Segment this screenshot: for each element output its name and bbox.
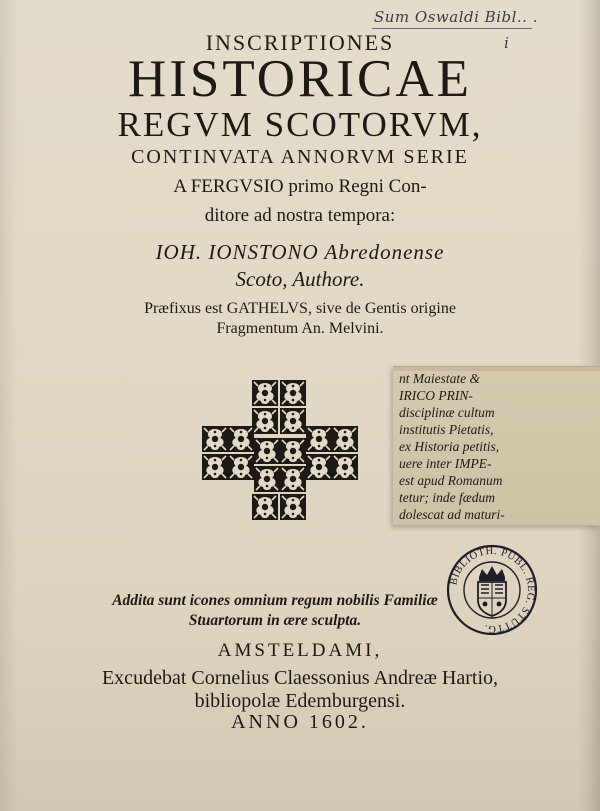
- printers-ornament: [200, 378, 360, 530]
- slip-line: tetur; inde fædum: [399, 490, 495, 505]
- prefix-fragmentum: Fragmentum An. Melvini.: [216, 320, 384, 337]
- slip-line: ex Historia petitis,: [399, 439, 500, 454]
- imprint-printer: Excudebat Cornelius Claessonius Andreæ Hartio,: [101, 667, 499, 689]
- title-regum-scotorum: REGVM SCOTORVM,: [117, 105, 483, 144]
- author-name: IOH. IONSTONO Abredonense: [155, 240, 445, 264]
- imprint-bookseller: bibliopolæ Edemburgensi.: [194, 690, 406, 712]
- slip-line: uere inter IMPE-: [399, 456, 492, 471]
- slip-line: IRICO PRIN-: [399, 388, 473, 403]
- slip-line: est apud Romanum: [399, 473, 503, 488]
- slip-line: institutis Pietatis,: [399, 422, 494, 437]
- slip-line: dolescat ad maturi-: [399, 507, 505, 522]
- title-inscriptiones: INSCRIPTIONES: [205, 30, 395, 55]
- addita-line: Addita sunt icones omnium regum nobilis Familiæ: [112, 592, 438, 609]
- title-conditore: ditore ad nostra tempora:: [204, 205, 396, 226]
- ornament-middle-block: [202, 426, 358, 492]
- author-role: Scoto, Authore.: [235, 267, 365, 291]
- slip-line: nt Maiestate &: [399, 371, 480, 386]
- title-continuata: CONTINVATA ANNORVM SERIE: [131, 146, 469, 168]
- imprint-year: ANNO 1602.: [231, 711, 369, 733]
- prefix-gathelus: Præfixus est GATHELVS, sive de Gentis origine: [144, 300, 456, 317]
- inserted-paper-slip: [393, 366, 600, 526]
- ownership-note-mark: i: [504, 34, 509, 52]
- crown-icon: [479, 566, 505, 581]
- title-fergusio: A FERGVSIO primo Regni Con-: [173, 176, 427, 197]
- imprint-place: AMSTELDAMI,: [217, 640, 383, 661]
- title-historicae: HISTORICAE: [127, 50, 473, 108]
- ornament-bottom-block: [252, 494, 306, 520]
- stamp-text: BIBLIOTH. PUBL. REG. STUTTG.: [448, 545, 537, 635]
- slip-line: disciplinæ cultum: [399, 405, 495, 420]
- stuartorum-line: Stuartorum in ære sculpta.: [188, 612, 362, 629]
- ownership-note-underline: [372, 28, 532, 29]
- ownership-note-text: Sum Oswaldi Bibl.. .: [374, 8, 538, 26]
- ornament-top-block: [252, 380, 306, 434]
